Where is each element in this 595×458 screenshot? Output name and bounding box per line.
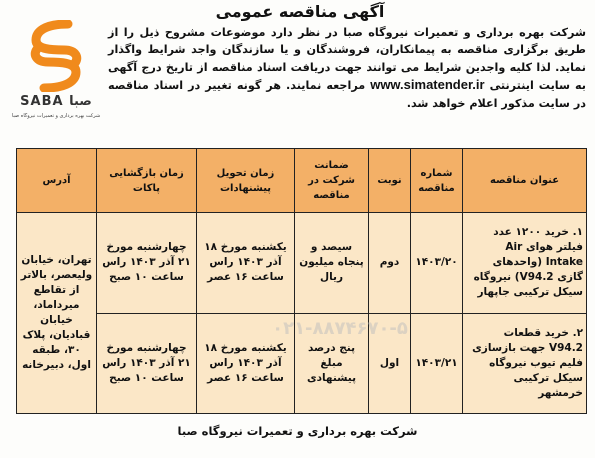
cell-opening: چهارشنبه مورخ ۲۱ آذر ۱۴۰۳ راس ساعت ۱۰ صبح bbox=[97, 213, 197, 314]
header-address: آدرس bbox=[17, 149, 97, 213]
cell-number: ۱۴۰۳/۲۰ bbox=[411, 213, 463, 314]
cell-delivery: یکشنبه مورخ ۱۸ آذر ۱۴۰۳ راس ساعت ۱۶ عصر bbox=[197, 313, 295, 414]
header-item: عنوان مناقصه bbox=[463, 149, 587, 213]
cell-round: اول bbox=[369, 313, 411, 414]
cell-item: ۲. خرید قطعات V94.2 جهت بازسازی فلیم تیوب نیروگاه سیکل ترکیبی خرمشهر bbox=[463, 313, 587, 414]
cell-guarantee: پنج درصد مبلغ پیشنهادی bbox=[295, 313, 369, 414]
header-number: شماره مناقصه bbox=[411, 149, 463, 213]
cell-delivery: یکشنبه مورخ ۱۸ آذر ۱۴۰۳ راس ساعت ۱۶ عصر bbox=[197, 213, 295, 314]
logo-tagline: شرکت بهره برداری و تعمیرات نیروگاه صبا bbox=[11, 113, 101, 119]
cell-item: ۱. خرید ۱۲۰۰ عدد فیلتر هوای Air Intake (واحدهای گازی V94.2) نیروگاه سیکل ترکیبی جاپهار bbox=[463, 213, 587, 314]
intro-paragraph: شرکت بهره برداری و تعمیرات نیروگاه صبا در نظر دارد موضوعات مشروح ذیل را از طریق برگزاری مناقصه به پیمانکاران، فروشندگان و یا سازندگان واجد شرایط واگذار نماید. لذا کلیه واجدین شرایط می توانند جهت دریافت اسناد مناقصه از تاریخ درج آگهی به سایت اینترنتی www.simatender.ir مراجعه نمایند. هر گونه تغییر در اسناد مناقصه در سایت مذکور اعلام خواهد شد. bbox=[108, 26, 586, 110]
cell-guarantee: سیصد و پنجاه میلیون ریال bbox=[295, 213, 369, 314]
website-link[interactable]: www.simatender.ir bbox=[370, 77, 485, 93]
tender-table bbox=[16, 148, 587, 414]
cell-number: ۱۴۰۳/۲۱ bbox=[411, 313, 463, 414]
header-round: نوبت bbox=[369, 149, 411, 213]
saba-logo-icon bbox=[24, 20, 88, 92]
table-row bbox=[17, 313, 587, 414]
header-delivery: زمان تحویل پیشنهادات bbox=[197, 149, 295, 213]
table-row bbox=[17, 213, 587, 314]
page-title: آگهی مناقصه عمومی bbox=[215, 2, 385, 21]
cell-opening: چهارشنبه مورخ ۲۱ آذر ۱۴۰۳ راس ساعت ۱۰ صبح bbox=[97, 313, 197, 414]
header-guarantee: ضمانت شرکت در مناقصه bbox=[295, 149, 369, 213]
cell-round: دوم bbox=[369, 213, 411, 314]
phone-watermark: ۰۲۱-۸۸۷۴۶۷۰-۵ bbox=[272, 318, 408, 339]
cell-address: تهران، خیابان ولیعصر، بالاتر از تقاطع میرداماد، خیابان قبادیان، پلاک ۳۰، طبقه اول، دبیرخانه bbox=[17, 213, 97, 414]
header-opening: زمان بازگشایی پاکات bbox=[97, 149, 197, 213]
table-header-row bbox=[17, 149, 587, 213]
logo-wordmark: SABA صبا bbox=[20, 94, 92, 109]
footer-signature: شرکت بهره برداری و تعمیرات نیروگاه صبا bbox=[177, 424, 418, 438]
company-logo bbox=[10, 20, 102, 130]
